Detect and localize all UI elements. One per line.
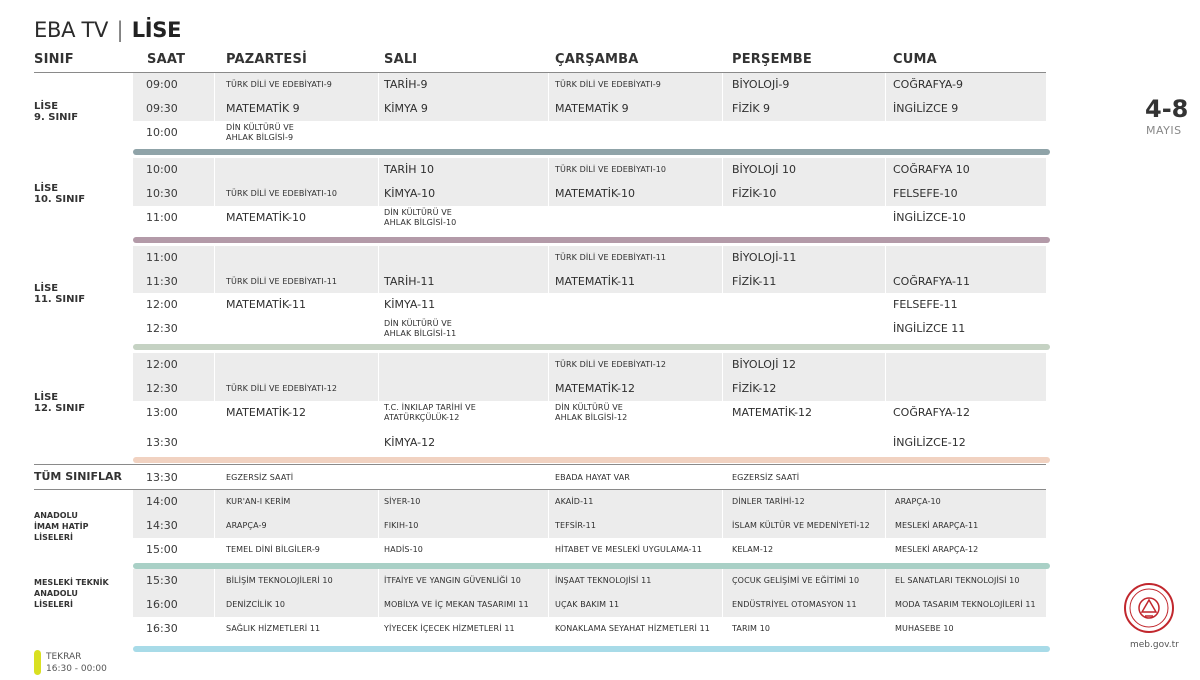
column-header-persembe: PERŞEMBE (732, 52, 812, 67)
column-divider (378, 246, 379, 270)
column-divider (548, 270, 549, 293)
column-divider (722, 246, 723, 270)
column-header-sinif: SINIF (34, 52, 74, 67)
lesson-cell: COĞRAFYA-9 (893, 78, 964, 91)
column-divider (885, 246, 886, 270)
lesson-cell: KİMYA-11 (384, 298, 436, 311)
lesson-cell: UÇAK BAKIM 11 (555, 600, 620, 609)
column-divider (548, 377, 549, 401)
group-label-mtal: MESLEKİ TEKNİK ANADOLU LİSELERİ (34, 578, 109, 609)
section-divider (34, 464, 1046, 465)
group-separator (133, 237, 1050, 243)
time-slot: 14:30 (146, 519, 178, 532)
lesson-cell: İNGİLİZCE 11 (893, 322, 966, 335)
column-header-carsamba: ÇARŞAMBA (555, 52, 639, 67)
lesson-cell: TARIM 10 (732, 624, 771, 633)
lesson-cell: FELSEFE-11 (893, 298, 958, 311)
group-separator (133, 563, 1050, 569)
time-slot: 13:30 (146, 471, 178, 484)
lesson-cell: TARİH 10 (384, 163, 435, 176)
column-divider (378, 514, 379, 538)
column-divider (378, 97, 379, 121)
column-divider (722, 182, 723, 206)
lesson-cell: SİYER-10 (384, 497, 421, 506)
lesson-cell: COĞRAFYA-11 (893, 275, 971, 288)
lesson-cell: EGZERSİZ SAATİ (732, 473, 800, 482)
time-slot: 14:00 (146, 495, 178, 508)
lesson-cell: TÜRK DİLİ VE EDEBİYATI-9 (226, 80, 332, 89)
column-divider (548, 490, 549, 514)
column-divider (548, 73, 549, 97)
column-divider (378, 490, 379, 514)
group-label-11: LİSE 11. SINIF (34, 283, 86, 305)
lesson-cell: EL SANATLARI TEKNOLOJİSİ 10 (895, 576, 1020, 585)
lesson-cell: MATEMATİK-10 (555, 187, 635, 200)
column-divider (214, 73, 215, 97)
group-label-tum-siniflar: TÜM SINIFLAR (34, 470, 123, 483)
column-divider (378, 270, 379, 293)
tekrar-indicator (34, 650, 41, 675)
lesson-cell: MATEMATİK-11 (555, 275, 635, 288)
lesson-cell: BİYOLOJİ-9 (732, 78, 790, 91)
section-divider (34, 489, 1046, 490)
lesson-cell: TÜRK DİLİ VE EDEBİYATI-11 (555, 253, 667, 262)
lesson-cell: DİNLER TARİHİ-12 (732, 497, 805, 506)
time-slot: 11:00 (146, 211, 178, 224)
lesson-cell: YİYECEK İÇECEK HİZMETLERİ 11 (384, 624, 515, 633)
lesson-cell: DİN KÜLTÜRÜ VE AHLAK BİLGİSİ-11 (384, 319, 457, 338)
column-header-pazartesi: PAZARTESİ (226, 52, 308, 67)
column-divider (214, 158, 215, 182)
lesson-cell: MESLEKİ ARAPÇA-11 (895, 521, 979, 530)
lesson-cell: HİTABET VE MESLEKİ UYGULAMA-11 (555, 545, 703, 554)
time-slot: 16:30 (146, 622, 178, 635)
column-header-saat: SAAT (147, 52, 186, 67)
column-divider (214, 490, 215, 514)
column-divider (214, 353, 215, 377)
lesson-cell: İSLAM KÜLTÜR VE MEDENİYETİ-12 (732, 521, 870, 530)
lesson-cell: KONAKLAMA SEYAHAT HİZMETLERİ 11 (555, 624, 710, 633)
column-divider (214, 377, 215, 401)
lesson-cell: TÜRK DİLİ VE EDEBİYATI-10 (226, 189, 338, 198)
date-month: MAYIS (1146, 124, 1182, 137)
lesson-cell: İNŞAAT TEKNOLOJİSİ 11 (555, 576, 652, 585)
time-slot: 16:00 (146, 598, 178, 611)
column-header-cuma: CUMA (893, 52, 937, 67)
lesson-cell: MATEMATİK-10 (226, 211, 306, 224)
column-divider (548, 514, 549, 538)
lesson-cell: HADİS-10 (384, 545, 423, 554)
lesson-cell: KELAM-12 (732, 545, 774, 554)
lesson-cell: DİN KÜLTÜRÜ VE AHLAK BİLGİSİ-9 (226, 123, 294, 142)
column-divider (548, 97, 549, 121)
section-label: LİSE (131, 18, 182, 42)
lesson-cell: EBADA HAYAT VAR (555, 473, 630, 482)
time-slot: 13:30 (146, 436, 178, 449)
lesson-cell: TEFSİR-11 (555, 521, 597, 530)
title-separator: | (116, 18, 124, 42)
column-divider (722, 158, 723, 182)
column-divider (214, 182, 215, 206)
lesson-cell: ARAPÇA-10 (895, 497, 941, 506)
lesson-cell: İNGİLİZCE-12 (893, 436, 966, 449)
lesson-cell: FELSEFE-10 (893, 187, 958, 200)
column-divider (548, 158, 549, 182)
column-divider (722, 514, 723, 538)
column-divider (885, 182, 886, 206)
column-divider (885, 593, 886, 617)
column-divider (378, 158, 379, 182)
lesson-cell: EGZERSİZ SAATİ (226, 473, 294, 482)
lesson-cell: MATEMATİK 9 (226, 102, 300, 115)
lesson-cell: İNGİLİZCE 9 (893, 102, 959, 115)
lesson-cell: FIKIH-10 (384, 521, 419, 530)
lesson-cell: KİMYA 9 (384, 102, 428, 115)
time-slot: 13:00 (146, 406, 178, 419)
lesson-cell: MATEMATİK-11 (226, 298, 306, 311)
column-divider (722, 353, 723, 377)
column-divider (378, 182, 379, 206)
time-slot: 09:30 (146, 102, 178, 115)
column-divider (214, 569, 215, 593)
time-slot: 10:00 (146, 163, 178, 176)
time-slot: 15:30 (146, 574, 178, 587)
column-divider (548, 593, 549, 617)
time-slot: 12:00 (146, 298, 178, 311)
lesson-cell: TÜRK DİLİ VE EDEBİYATI-11 (226, 277, 338, 286)
column-divider (548, 569, 549, 593)
column-header-sali: SALI (384, 52, 418, 67)
column-divider (378, 593, 379, 617)
column-divider (885, 377, 886, 401)
lesson-cell: İNGİLİZCE-10 (893, 211, 966, 224)
lesson-cell: TÜRK DİLİ VE EDEBİYATI-9 (555, 80, 661, 89)
column-divider (378, 569, 379, 593)
lesson-cell: AKAİD-11 (555, 497, 594, 506)
column-divider (214, 593, 215, 617)
column-divider (214, 246, 215, 270)
column-divider (548, 353, 549, 377)
column-divider (722, 270, 723, 293)
lesson-cell: T.C. İNKILAP TARİHİ VE ATATÜRKÇÜLÜK-12 (384, 403, 476, 422)
lesson-cell: ARAPÇA-9 (226, 521, 267, 530)
lesson-cell: MODA TASARIM TEKNOLOJİLERİ 11 (895, 600, 1036, 609)
time-slot: 12:30 (146, 382, 178, 395)
date-range: 4-8 (1145, 95, 1189, 123)
lesson-cell: MATEMATİK-12 (732, 406, 812, 419)
column-divider (885, 270, 886, 293)
time-slot: 12:00 (146, 358, 178, 371)
column-divider (885, 73, 886, 97)
time-slot: 10:00 (146, 126, 178, 139)
group-label-9: LİSE 9. SINIF (34, 101, 79, 123)
tekrar-info: TEKRAR 16:30 - 00:00 (46, 652, 107, 674)
lesson-cell: TARİH-11 (384, 275, 435, 288)
lesson-cell: ENDÜSTRİYEL OTOMASYON 11 (732, 600, 857, 609)
lesson-cell: İTFAİYE VE YANGIN GÜVENLİĞİ 10 (384, 576, 521, 585)
column-divider (378, 353, 379, 377)
group-separator (133, 457, 1050, 463)
website-label: meb.gov.tr (1130, 640, 1179, 650)
column-divider (722, 593, 723, 617)
time-slot: 11:30 (146, 275, 178, 288)
brand-label: EBA TV (34, 18, 109, 42)
column-divider (885, 353, 886, 377)
lesson-cell: TARİH-9 (384, 78, 428, 91)
lesson-cell: MATEMATİK 9 (555, 102, 629, 115)
lesson-cell: DENİZCİLİK 10 (226, 600, 286, 609)
lesson-cell: MUHASEBE 10 (895, 624, 954, 633)
lesson-cell: MESLEKİ ARAPÇA-12 (895, 545, 979, 554)
lesson-cell: MOBİLYA VE İÇ MEKAN TASARIMI 11 (384, 600, 529, 609)
lesson-cell: COĞRAFYA-12 (893, 406, 971, 419)
page-title (34, 18, 181, 42)
column-divider (885, 569, 886, 593)
lesson-cell: ÇOCUK GELİŞİMİ VE EĞİTİMİ 10 (732, 576, 860, 585)
column-divider (885, 490, 886, 514)
lesson-cell: DİN KÜLTÜRÜ VE AHLAK BİLGİSİ-12 (555, 403, 628, 422)
lesson-cell: FİZİK-11 (732, 275, 777, 288)
time-slot: 15:00 (146, 543, 178, 556)
lesson-cell: FİZİK-12 (732, 382, 777, 395)
group-label-10: LİSE 10. SINIF (34, 183, 86, 205)
group-separator (133, 646, 1050, 652)
column-divider (378, 377, 379, 401)
column-divider (722, 97, 723, 121)
group-separator (133, 149, 1050, 155)
lesson-cell: TÜRK DİLİ VE EDEBİYATI-12 (555, 360, 667, 369)
lesson-cell: TÜRK DİLİ VE EDEBİYATI-12 (226, 384, 338, 393)
column-divider (722, 73, 723, 97)
column-divider (548, 182, 549, 206)
column-divider (885, 97, 886, 121)
lesson-cell: MATEMATİK-12 (226, 406, 306, 419)
lesson-cell: FİZİK 9 (732, 102, 771, 115)
column-divider (214, 514, 215, 538)
lesson-cell: BİYOLOJİ 10 (732, 163, 796, 176)
lesson-cell: MATEMATİK-12 (555, 382, 635, 395)
lesson-cell: FİZİK-10 (732, 187, 777, 200)
column-divider (548, 246, 549, 270)
column-divider (378, 73, 379, 97)
lesson-cell: TEMEL DİNİ BİLGİLER-9 (226, 545, 320, 554)
group-separator (133, 344, 1050, 350)
lesson-cell: BİLİŞİM TEKNOLOJİLERİ 10 (226, 576, 333, 585)
column-divider (885, 514, 886, 538)
column-divider (722, 490, 723, 514)
column-divider (214, 97, 215, 121)
column-divider (885, 158, 886, 182)
column-divider (722, 569, 723, 593)
group-label-aihl: ANADOLU İMAM HATİP LİSELERİ (34, 511, 89, 542)
lesson-cell: TÜRK DİLİ VE EDEBİYATI-10 (555, 165, 667, 174)
time-slot: 11:00 (146, 251, 178, 264)
lesson-cell: KİMYA-10 (384, 187, 436, 200)
time-slot: 10:30 (146, 187, 178, 200)
lesson-cell: KİMYA-12 (384, 436, 436, 449)
column-divider (722, 377, 723, 401)
group-label-12: LİSE 12. SINIF (34, 392, 86, 414)
time-slot: 09:00 (146, 78, 178, 91)
lesson-cell: BİYOLOJİ 12 (732, 358, 796, 371)
meb-logo-icon (1123, 582, 1175, 638)
lesson-cell: SAĞLIK HİZMETLERİ 11 (226, 624, 321, 633)
lesson-cell: KUR'AN-I KERİM (226, 497, 291, 506)
lesson-cell: DİN KÜLTÜRÜ VE AHLAK BİLGİSİ-10 (384, 208, 457, 227)
lesson-cell: COĞRAFYA 10 (893, 163, 970, 176)
lesson-cell: BİYOLOJİ-11 (732, 251, 797, 264)
column-divider (214, 270, 215, 293)
time-slot: 12:30 (146, 322, 178, 335)
